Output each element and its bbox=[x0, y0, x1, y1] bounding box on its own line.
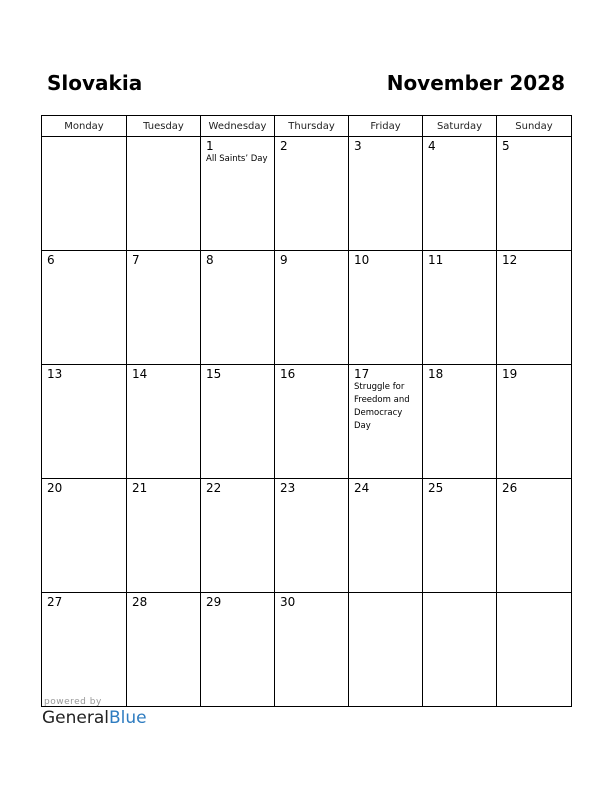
day-cell bbox=[201, 593, 275, 707]
week-row bbox=[42, 137, 572, 251]
week-row bbox=[42, 479, 572, 593]
day-cell bbox=[423, 479, 497, 593]
day-cell bbox=[497, 593, 572, 707]
day-cell bbox=[349, 365, 423, 479]
day-number: 11 bbox=[428, 253, 444, 267]
weekday-header-row bbox=[42, 116, 572, 137]
day-cell bbox=[275, 593, 349, 707]
day-cell bbox=[201, 365, 275, 479]
weekday-header: Saturday bbox=[423, 116, 497, 137]
week-row bbox=[42, 365, 572, 479]
day-number: 13 bbox=[47, 367, 63, 381]
day-number: 7 bbox=[132, 253, 140, 267]
brand-general: General bbox=[42, 708, 109, 728]
day-number: 3 bbox=[354, 139, 362, 153]
powered-by-text: powered by bbox=[44, 697, 102, 707]
weekday-header: Sunday bbox=[497, 116, 572, 137]
weekday-header: Monday bbox=[42, 116, 127, 137]
day-cell bbox=[275, 365, 349, 479]
weekday-header: Thursday bbox=[275, 116, 349, 137]
day-number: 19 bbox=[502, 367, 518, 381]
day-cell bbox=[127, 593, 201, 707]
day-cell bbox=[497, 479, 572, 593]
day-cell bbox=[275, 479, 349, 593]
weekday-header: Wednesday bbox=[201, 116, 275, 137]
day-cell bbox=[127, 365, 201, 479]
day-cell bbox=[423, 137, 497, 251]
month-title: November 2028 bbox=[386, 71, 565, 95]
day-number: 16 bbox=[280, 367, 296, 381]
day-number: 26 bbox=[502, 481, 518, 495]
day-cell bbox=[42, 365, 127, 479]
day-cell bbox=[275, 251, 349, 365]
day-number: 27 bbox=[47, 595, 63, 609]
day-cell bbox=[497, 365, 572, 479]
day-cell bbox=[201, 137, 275, 251]
day-cell bbox=[423, 251, 497, 365]
day-number: 20 bbox=[47, 481, 63, 495]
day-cell bbox=[423, 365, 497, 479]
day-number: 29 bbox=[206, 595, 222, 609]
day-cell bbox=[127, 137, 201, 251]
day-cell bbox=[201, 479, 275, 593]
weekday-header: Tuesday bbox=[127, 116, 201, 137]
day-number: 18 bbox=[428, 367, 444, 381]
day-number: 23 bbox=[280, 481, 296, 495]
day-number: 9 bbox=[280, 253, 288, 267]
day-cell bbox=[349, 593, 423, 707]
day-cell bbox=[42, 137, 127, 251]
generalblue-logo bbox=[42, 708, 147, 728]
day-number: 17 bbox=[354, 367, 370, 381]
day-number: 4 bbox=[428, 139, 436, 153]
day-number: 21 bbox=[132, 481, 148, 495]
day-number: 1 bbox=[206, 139, 214, 153]
day-cell bbox=[275, 137, 349, 251]
day-number: 10 bbox=[354, 253, 370, 267]
day-number: 8 bbox=[206, 253, 214, 267]
day-number: 14 bbox=[132, 367, 148, 381]
day-cell bbox=[349, 479, 423, 593]
day-number: 5 bbox=[502, 139, 510, 153]
day-cell bbox=[497, 137, 572, 251]
day-cell bbox=[127, 251, 201, 365]
day-number: 6 bbox=[47, 253, 55, 267]
week-row bbox=[42, 251, 572, 365]
day-number: 15 bbox=[206, 367, 222, 381]
day-cell bbox=[42, 479, 127, 593]
day-cell bbox=[349, 137, 423, 251]
week-row bbox=[42, 593, 572, 707]
day-number: 30 bbox=[280, 595, 296, 609]
holiday-label: All Saints’ Day bbox=[206, 154, 268, 164]
brand-blue: Blue bbox=[109, 708, 147, 728]
day-number: 25 bbox=[428, 481, 444, 495]
day-number: 22 bbox=[206, 481, 222, 495]
day-number: 24 bbox=[354, 481, 370, 495]
day-cell bbox=[423, 593, 497, 707]
day-cell bbox=[201, 251, 275, 365]
day-number: 2 bbox=[280, 139, 288, 153]
country-title: Slovakia bbox=[47, 71, 143, 95]
day-cell bbox=[42, 251, 127, 365]
weekday-header: Friday bbox=[349, 116, 423, 137]
day-number: 12 bbox=[502, 253, 518, 267]
day-number: 28 bbox=[132, 595, 148, 609]
day-cell bbox=[42, 593, 127, 707]
day-cell bbox=[127, 479, 201, 593]
day-cell bbox=[349, 251, 423, 365]
holiday-label: Struggle for Freedom and Democracy Day bbox=[354, 382, 410, 431]
day-cell bbox=[497, 251, 572, 365]
calendar-grid bbox=[41, 115, 572, 707]
